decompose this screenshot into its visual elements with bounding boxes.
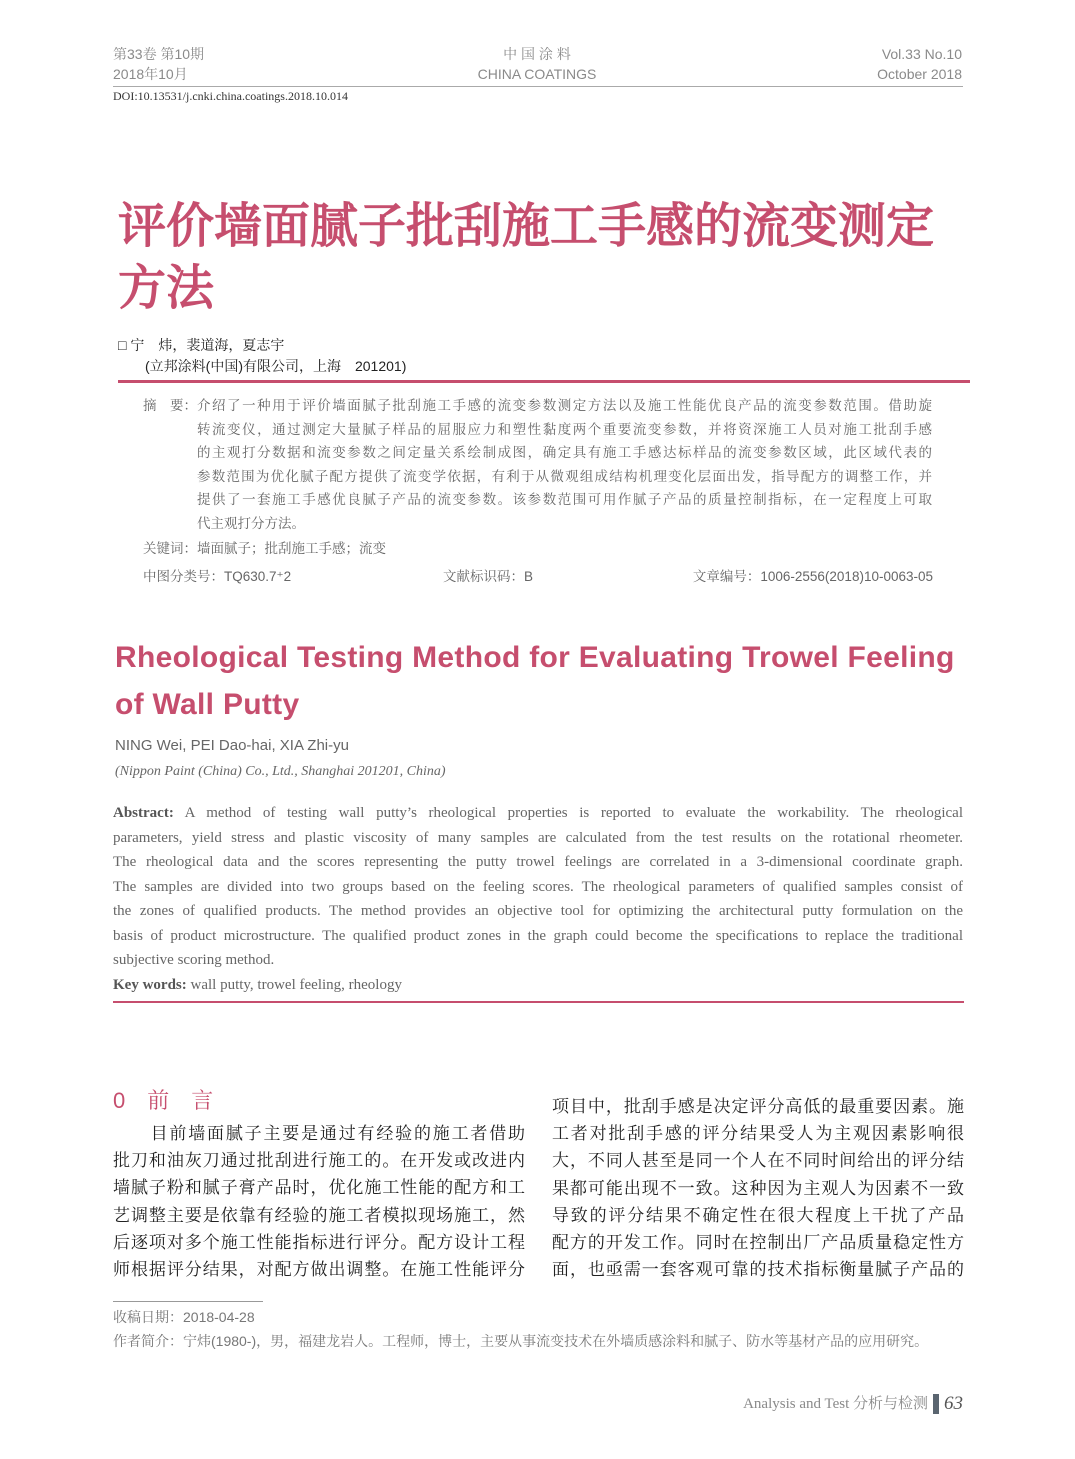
authors-cn: □ 宁 炜，裴道海，夏志宇 [118, 337, 285, 353]
body-line: 工者对批刮手感的评分结果受人为主观因素影响很 [552, 1124, 964, 1144]
page-number: 63 [944, 1393, 963, 1414]
title-en-line: Rheological Testing Method for Evaluating Trowel Feeling [115, 641, 955, 674]
date-cn: 2018年10月 [113, 66, 188, 82]
received-date: 收稿日期：2018-04-28 [113, 1309, 255, 1325]
volume-issue-en: Vol.33 No.10 [881, 46, 962, 62]
footer-bar [933, 1394, 939, 1414]
body-column-1 [113, 1120, 525, 1283]
abstract-en-label: Abstract: [113, 805, 174, 821]
body-line: 目前墙面腻子主要是通过有经验的施工者借助 [113, 1124, 525, 1143]
abstract-en [113, 801, 963, 997]
document-code: 文献标识码：B [443, 569, 534, 584]
body-line: 批刀和油灰刀通过批刮进行施工的。在开发或改进内 [113, 1151, 525, 1171]
abstract-line: The rheological data and the scores representing the putty trowel feelings are correlated in a 3-dimensional coordinate graph. [113, 854, 963, 870]
title-cn-line: 方法 [118, 262, 215, 315]
body-line: 配方的开发工作。同时在控制出厂产品质量稳定性方 [552, 1233, 964, 1253]
abstract-line: The samples are divided into two groups based on the feeling scores. The rheological parameters of qualified samples consist of [113, 878, 963, 895]
title-cn [118, 196, 934, 320]
body-line: 大，不同人甚至是同一个人在不同时间给出的评分结 [552, 1151, 964, 1171]
page-footer [743, 1392, 963, 1416]
section-heading: 0 前 言 [113, 1088, 214, 1113]
abstract-line: 转流变仪，通过测定大量腻子样品的屈服应力和塑性黏度两个重要流变参数，并将资深施工人员对施工批刮手感 [197, 421, 932, 437]
journal-name-cn: 中 国 涂 料 [503, 46, 571, 62]
body-line: 师根据评分结果，对配方做出调整。在施工性能评分 [113, 1260, 525, 1280]
abstract-line: parameters, yield stress and plastic viscosity of many samples are calculated from the test results on the rotational rheometer. [113, 829, 963, 846]
abstract-line: 代主观打分方法。 [197, 515, 305, 531]
header-rule [113, 86, 963, 87]
article-number: 文章编号：1006-2556(2018)10-0063-05 [692, 569, 933, 584]
body-line: 后逐项对多个施工性能指标进行评分。配方设计工程 [113, 1232, 525, 1252]
title-rule [118, 380, 970, 383]
title-cn-line: 评价墙面腻子批刮施工手感的流变测定 [118, 200, 935, 253]
body-column-2 [552, 1093, 964, 1283]
affiliation-cn: (立邦涂料(中国)有限公司，上海 201201) [145, 358, 407, 374]
author-bio: 作者简介：宁炜(1980-)，男，福建龙岩人。工程师，博士，主要从事流变技术在外墙质感涂料和腻子、防水等基材产品的应用研究。 [113, 1333, 929, 1349]
abstract-cn [197, 394, 932, 535]
journal-name-en: CHINA COATINGS [477, 66, 597, 82]
volume-issue: 第33卷 第10期 [113, 46, 205, 62]
title-en-line: of Wall Putty [115, 688, 300, 721]
title-en [115, 634, 955, 728]
keywords-cn: 关键词：墙面腻子；批刮施工手感；流变 [143, 541, 386, 556]
doi: DOI:10.13531/j.cnki.china.coatings.2018.10.014 [113, 89, 348, 103]
abstract-line: 的主观打分数据和流变参数之间定量关系绘制成图，确定具有施工手感达标样品的流变参数区域，此区域代表的 [197, 445, 932, 460]
body-line: 艺调整主要是依靠有经验的施工者模拟现场施工，然 [113, 1205, 525, 1225]
footer-section: Analysis and Test 分析与检测 [743, 1396, 928, 1412]
body-line: 导致的评分结果不确定性在很大程度上干扰了产品 [552, 1205, 964, 1225]
affiliation-en: (Nippon Paint (China) Co., Ltd., Shanghai 201201, China) [115, 764, 446, 779]
abstract-line: 提供了一套施工手感优良腻子产品的流变参数。该参数范围可用作腻子产品的质量控制指标，在一定程度上可取 [197, 492, 932, 507]
abstract-line: basis of product microstructure. The qualified product zones in the graph could become the specifications to replace the traditional [113, 927, 963, 944]
abstract-line: the zones of qualified products. The method provides an objective tool for optimizing the architectural putty formulation on the [113, 903, 963, 919]
abstract-line: 介绍了一种用于评价墙面腻子批刮施工手感的流变参数测定方法以及施工性能优良产品的流变参数范围。借助旋 [197, 398, 932, 413]
footnote-rule [113, 1301, 263, 1302]
authors-en: NING Wei, PEI Dao-hai, XIA Zhi-yu [115, 737, 349, 754]
date-en: October 2018 [877, 66, 962, 82]
keywords-en-label: Key words: [113, 976, 187, 993]
abstract-line: subjective scoring method. [113, 952, 275, 968]
clc-number: 中图分类号：TQ630.7⁺2 [143, 569, 292, 584]
body-line: 项目中，批刮手感是决定评分高低的最重要因素。施 [552, 1097, 964, 1116]
issue-info-en [877, 44, 962, 84]
body-line: 墙腻子粉和腻子膏产品时，优化施工性能的配方和工 [113, 1178, 525, 1198]
issue-info-cn [113, 44, 204, 84]
body-line: 果都可能出现不一致。这种因为主观人为因素不一致 [552, 1178, 964, 1198]
footnote [113, 1305, 928, 1353]
abstract-rule [113, 1001, 964, 1003]
abstract-line: A method of testing wall putty’s rheological properties is reported to evaluate the workability. The rheological [173, 805, 963, 821]
keywords-en: wall putty, trowel feeling, rheology [186, 976, 402, 993]
abstract-line: 参数范围为优化腻子配方提供了流变学依据，有利于从微观组成结构机理变化层面出发，指导配方的调整工作，并 [197, 468, 932, 484]
body-line: 面，也亟需一套客观可靠的技术指标衡量腻子产品的 [552, 1260, 964, 1280]
journal-name [437, 44, 637, 84]
abstract-cn-label: 摘 要： [143, 398, 197, 413]
